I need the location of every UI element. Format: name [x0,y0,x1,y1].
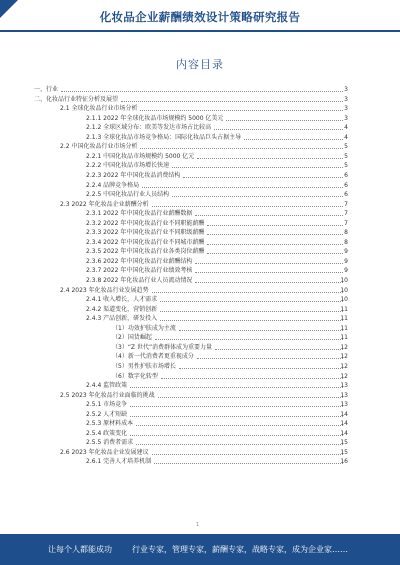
toc-leader-dots [197,358,343,359]
toc-entry[interactable] [0,295,400,304]
toc-leader-dots [160,320,343,321]
toc-entry-page: 3 [344,114,348,122]
toc-entry-page: 4 [344,133,348,141]
toc-entry-text: 2.4.3 产品创新，研发投入 [86,315,158,323]
toc-entry-page: 13 [340,401,348,409]
toc-leader-dots [130,387,343,388]
toc-leader-dots [155,339,343,340]
toc-entry-text: 2.5.2 人才短缺 [86,410,128,418]
toc-entry[interactable] [0,171,400,180]
page-number: 1 [196,522,200,528]
toc-entry-text: 2.4.4 监管政策 [86,382,128,390]
toc-leader-dots [172,196,343,197]
toc-entry-page: 13 [340,382,348,390]
toc-entry-text: 2.1.2 全球区域分布：欧美等发达市场占比较高 [86,124,212,132]
toc-entry-page: 5 [344,162,348,170]
toc-entry-page: 16 [340,458,348,466]
toc-entry[interactable] [0,457,400,466]
toc-entry-page: 10 [340,296,348,304]
toc-entry-page: 15 [340,448,348,456]
footer-slogan: 让每个人都能成功 [48,545,112,554]
toc-entry[interactable] [0,410,400,419]
toc-entry[interactable] [0,333,400,342]
toc-entry[interactable] [0,314,400,323]
toc-entry-page: 14 [340,420,348,428]
toc-entry-text: 2.3.5 2022 年中国化妆品行业各类岗位薪酬 [86,248,205,256]
toc-leader-dots [161,378,343,379]
toc-heading: 内容目录 [176,58,224,71]
toc-entry-page: 5 [344,143,348,151]
toc-entry-text: （1）功效护肤成为主流 [112,324,176,332]
toc-entry[interactable] [0,228,400,237]
toc-entry[interactable] [0,95,400,104]
toc-entry-page: 4 [344,124,348,132]
toc-leader-dots [244,139,343,140]
toc-entry-text: 2.5.3 原材料成本 [86,420,134,428]
toc-leader-dots [207,253,343,254]
report-title: 化妆品企业薪酬绩效设计策略研究报告 [99,10,301,24]
page-footer [0,534,400,565]
toc-entry-page: 11 [340,334,348,342]
toc-leader-dots [152,292,343,293]
toc-entry-page: 12 [340,353,348,361]
toc-leader-dots [154,463,343,464]
toc-entry-text: 2.1.1 2022 年全球化妆品市场规模约 5000 亿美元 [86,114,224,122]
toc-entry[interactable] [0,190,400,199]
toc-entry-page: 8 [344,229,348,237]
toc-entry[interactable] [0,391,400,400]
toc-entry-text: 2.5 2023 年化妆品行业面临的挑战 [60,391,155,399]
toc-leader-dots [179,368,343,369]
toc-leader-dots [140,110,343,111]
toc-entry[interactable] [0,429,400,438]
toc-entry-page: 11 [340,305,348,313]
toc-entry-text: 2.6.1 完善人才培养机制 [86,458,152,466]
toc-entry-text: 2.2.2 中国化妆品市场增长快速 [86,162,170,170]
toc-entry-text: 2.3.2 2022 年中国化妆品行业不同职能薪酬 [86,219,205,227]
toc-entry[interactable] [0,114,400,123]
toc-leader-dots [61,91,343,92]
toc-entry-page: 7 [344,219,348,227]
toc-entry-text: （6）数字化转型 [112,372,158,380]
toc-entry-text: 2.1 全球化妆品行业市场分析 [60,105,138,113]
toc-leader-dots [172,167,343,168]
toc-leader-dots [130,435,343,436]
toc-entry-page: 7 [344,200,348,208]
toc-entry-page: 6 [344,191,348,199]
toc-entry-text: 二、化妆品行业特征分析及展望 [34,95,119,103]
toc-leader-dots [160,301,343,302]
toc-entry-text: 2.3.8 2022 年化妆品行业人员流动情况 [86,277,193,284]
toc-entry-page: 5 [344,152,348,160]
toc-leader-dots [207,234,343,235]
toc-entry-text: 2.3.3 2022 年中国化妆品行业不同职级薪酬 [86,229,205,237]
toc-leader-dots [226,120,343,121]
toc-entry-page: 14 [340,410,348,418]
toc-entry-page: 15 [340,439,348,447]
toc-leader-dots [195,282,343,283]
toc-leader-dots [214,129,343,130]
toc-leader-dots [121,101,343,102]
toc-leader-dots [136,444,343,445]
toc-entry-page: 9 [344,248,348,256]
toc-entry-page: 12 [340,343,348,351]
toc-entry-text: 2.5.4 政策变化 [86,429,128,437]
toc-entry[interactable] [0,324,400,333]
toc-entry-page: 7 [344,210,348,218]
toc-entry-page: 3 [344,95,348,103]
toc-entry[interactable] [0,85,400,94]
toc-entry-text: 2.3.1 2022 年中国化妆品行业薪酬数据 [86,210,193,218]
toc-entry[interactable] [0,181,400,190]
toc-entry-page: 10 [340,286,348,294]
toc-leader-dots [183,177,343,178]
toc-entry[interactable] [0,400,400,409]
toc-entry[interactable] [0,352,400,361]
toc-leader-dots [195,272,343,273]
toc-entry[interactable] [0,286,400,295]
toc-entry-text: 一、行业 [34,86,59,93]
toc-entry-page: 10 [340,277,348,284]
toc-entry-page: 12 [340,362,348,370]
toc-leader-dots [158,397,343,398]
toc-entry[interactable] [0,381,400,390]
toc-leader-dots [152,454,343,455]
toc-entry-text: 2.5.1 市场竞争 [86,401,128,409]
toc-entry-page: 3 [344,86,348,93]
toc-entry-page: 11 [340,324,348,332]
toc-entry-text: 2.3 2022 年化妆品企业薪酬分析 [60,200,149,208]
toc-entry-page: 12 [340,372,348,380]
toc-leader-dots [136,425,343,426]
toc-entry-page: 9 [344,267,348,275]
toc-entry[interactable] [0,257,400,266]
toc-entry[interactable] [0,438,400,447]
toc-entry[interactable] [0,362,400,371]
toc-entry-page: 14 [340,429,348,437]
toc-entry[interactable] [0,266,400,275]
toc-entry[interactable] [0,372,400,381]
toc-entry-text: （2）国货崛起 [112,334,152,342]
toc-entry[interactable] [0,238,400,247]
toc-entry[interactable] [0,200,400,209]
toc-entry[interactable] [0,219,400,228]
toc-leader-dots [195,263,343,264]
footer-tagline: 行业专家，管理专家，薪酬专家，战略专家，成为企业家…… [132,545,348,554]
toc-entry[interactable] [0,161,400,170]
toc-leader-dots [160,311,343,312]
toc-entry-page: 6 [344,181,348,189]
toc-entry[interactable] [0,419,400,428]
toc-entry-text: 2.2.1 中国化妆品市场规模约 5000 亿元 [86,152,195,160]
toc-entry-page: 9 [344,257,348,265]
toc-entry-page: 6 [344,171,348,179]
header-rule [0,30,400,32]
toc-entry-text: 2.5.5 消费者需求 [86,439,134,447]
toc-entry[interactable] [0,104,400,113]
toc-leader-dots [142,187,343,188]
toc-entry-page: 8 [344,238,348,246]
toc-leader-dots [140,148,343,149]
toc-entry[interactable] [0,133,400,142]
toc-entry-text: （5）男性护肤市场增长 [112,362,176,370]
toc-entry[interactable] [0,448,400,457]
toc-entry[interactable] [0,152,400,161]
toc-leader-dots [179,330,343,331]
toc-entry-text: 2.2.3 2022 年中国化妆品消费结构 [86,171,181,179]
toc-leader-dots [130,416,343,417]
toc-leader-dots [195,215,343,216]
toc-entry-text: 2.2 中国化妆品行业市场分析 [60,143,138,151]
toc-leader-dots [130,406,343,407]
toc-entry[interactable] [0,142,400,151]
toc-leader-dots [152,206,343,207]
toc-leader-dots [215,349,343,350]
toc-entry[interactable] [0,247,400,256]
toc-entry-text: 2.3.7 2022 年中国化妆品行业绩效考核 [86,267,193,275]
toc-entry-text: 2.2.5 中国化妆品行业人员结构 [86,191,170,199]
toc-entry-text: （3）“Z 世代”消费群体成为重要力量 [112,343,213,351]
toc-entry-text: 2.1.3 全球化妆品市场竞争格局：国际化妆品巨头占据主导 [86,133,242,141]
toc-entry-text: 2.4.1 收入增长，人才需求 [86,296,158,304]
toc-entry-text: 2.2.4 品牌竞争格局 [86,181,140,189]
toc-entry[interactable] [0,276,400,285]
toc-leader-dots [197,158,343,159]
toc-entry-text: 2.3.6 2022 年中国化妆品行业薪酬结构 [86,257,193,265]
toc-entry-text: （4）新一代消费者更重视成分 [112,353,194,361]
toc-entry[interactable] [0,305,400,314]
toc-entry-text: 2.3.4 2022 年中国化妆品行业不同城市薪酬 [86,238,205,246]
toc-entry-page: 3 [344,105,348,113]
toc-entry[interactable] [0,123,400,132]
toc-entry-text: 2.4.2 渠道变化，营销创新 [86,305,158,313]
toc-entry-text: 2.4 2023 年化妆品行业发展趋势 [60,286,149,294]
page-header [0,0,400,32]
toc-entry-text: 2.6 2023 年化妆品企业发展建议 [60,448,149,456]
toc-entry[interactable] [0,209,400,218]
toc-entry-page: 13 [340,391,348,399]
toc-entry[interactable] [0,343,400,352]
toc-leader-dots [207,225,343,226]
toc-entry-page: 11 [340,315,348,323]
toc-leader-dots [207,244,343,245]
